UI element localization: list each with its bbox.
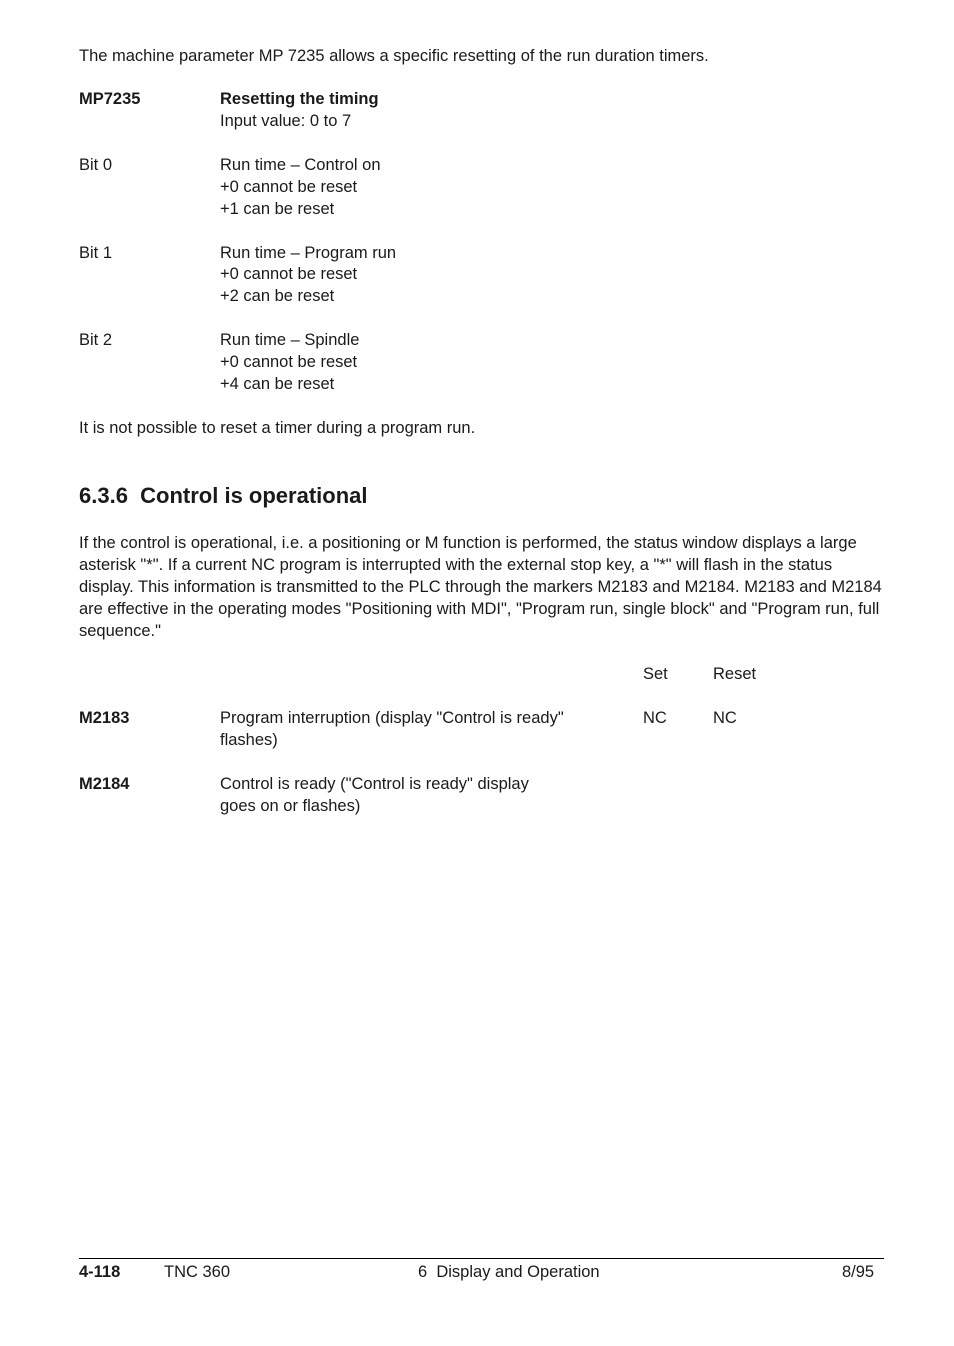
bit-label: Bit 2	[79, 331, 113, 349]
marker-desc-line: goes on or flashes)	[220, 797, 361, 815]
bit-line: +0 cannot be reset	[220, 178, 358, 196]
bit-line: Run time – Control on	[220, 156, 381, 174]
footer-chapter: 6 Display and Operation	[418, 1263, 600, 1281]
section-heading: 6.3.6 Control is operational	[79, 483, 368, 508]
marker-desc-line: Control is ready ("Control is ready" display	[220, 775, 529, 793]
marker-set-value: NC	[643, 709, 667, 727]
intro-text: The machine parameter MP 7235 allows a specific resetting of the run duration timers.	[79, 47, 709, 65]
marker-desc-line: Program interruption (display "Control is ready"	[220, 709, 564, 727]
mp-code: MP7235	[79, 90, 141, 108]
bit-label: Bit 0	[79, 156, 113, 174]
set-header: Set	[643, 665, 668, 683]
marker-reset-value: NC	[713, 709, 737, 727]
mp-title: Resetting the timing	[220, 90, 379, 108]
bit-line: +4 can be reset	[220, 375, 335, 393]
footer-page-number: 4-118	[79, 1263, 121, 1281]
bit-label: Bit 1	[79, 244, 113, 262]
marker-code: M2183	[79, 709, 130, 727]
marker-code: M2184	[79, 775, 130, 793]
bit-line: +0 cannot be reset	[220, 265, 358, 283]
mp-input-value: Input value: 0 to 7	[220, 112, 352, 130]
note-text: It is not possible to reset a timer during a program run.	[79, 419, 476, 437]
footer-product: TNC 360	[164, 1263, 231, 1281]
footer-divider	[79, 1258, 884, 1259]
bit-line: +0 cannot be reset	[220, 353, 358, 371]
bit-line: Run time – Spindle	[220, 331, 360, 349]
bit-line: +1 can be reset	[220, 200, 335, 218]
bit-line: +2 can be reset	[220, 287, 335, 305]
footer-date: 8/95	[842, 1263, 875, 1281]
section-paragraph: If the control is operational, i.e. a positioning or M function is performed, the status window displays a large asterisk "*". If a current NC program is interrupted with the external stop key, a "*" will flash in the status display. This information is transmitted to the PLC through the markers M2183 and M2184. M2183 and M2184 are effective in the operating modes "Positioning with MDI", "Program run, single block" and "Program run, full sequence."	[79, 534, 882, 640]
reset-header: Reset	[713, 665, 757, 683]
bit-line: Run time – Program run	[220, 244, 397, 262]
marker-desc-line: flashes)	[220, 731, 278, 749]
